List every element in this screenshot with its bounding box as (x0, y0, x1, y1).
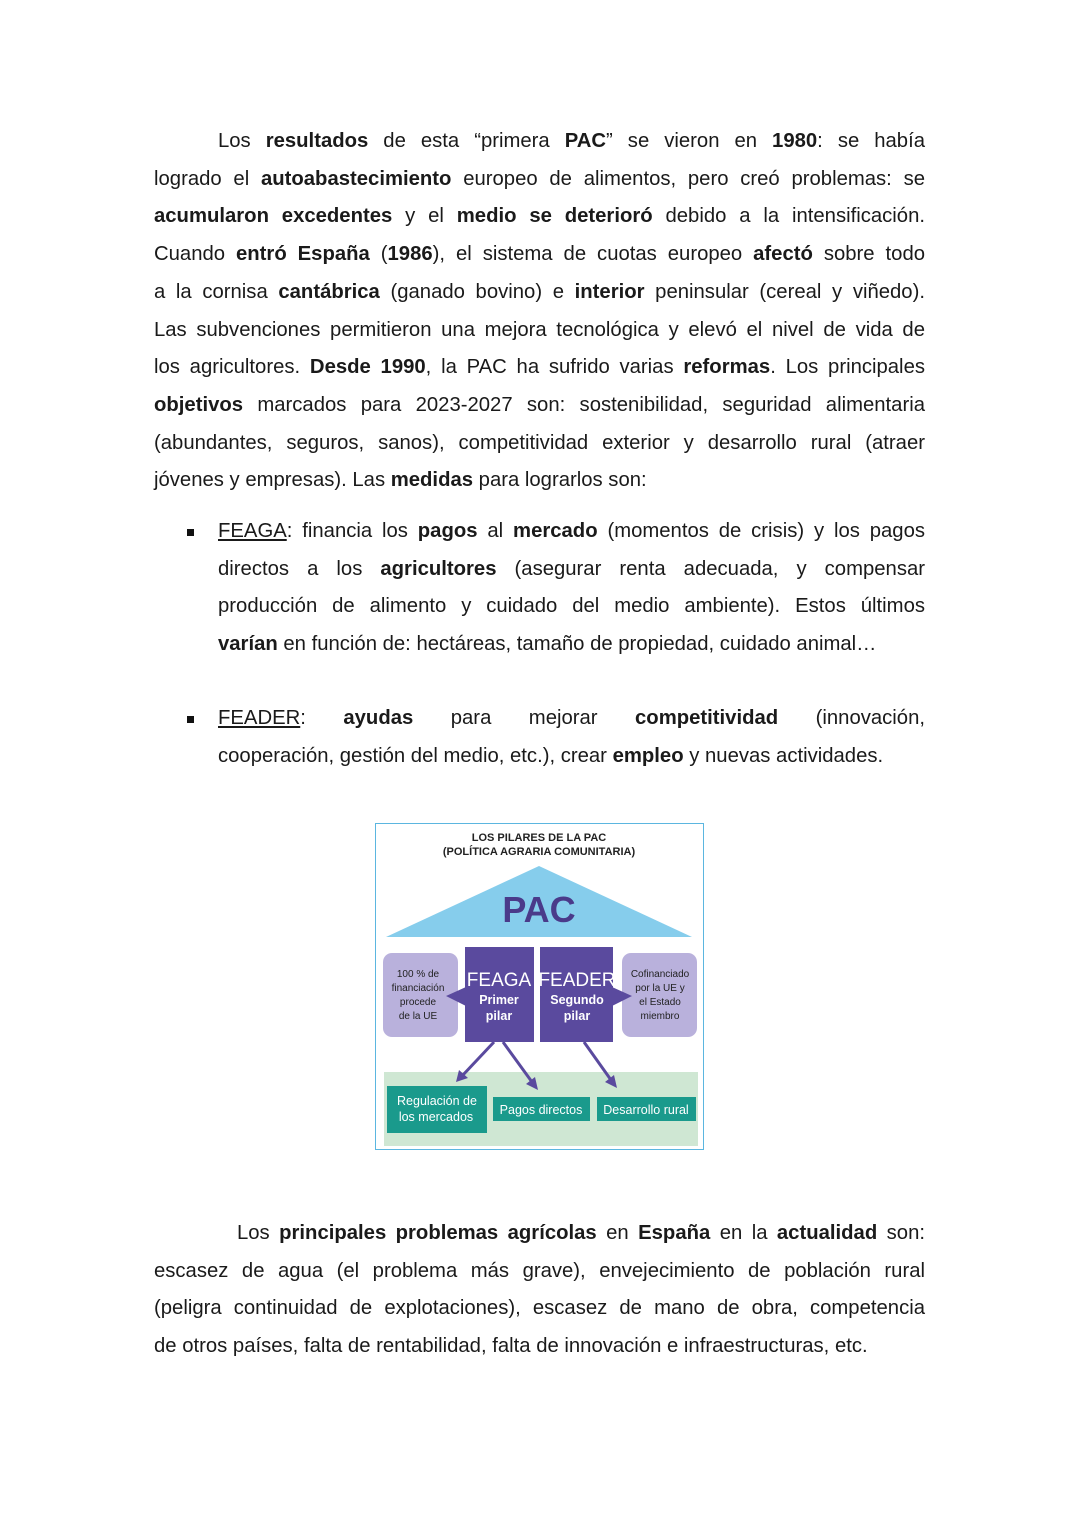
bold-text: acumularon excedentes (154, 205, 393, 228)
text-line (154, 1328, 925, 1366)
bold-text: ayudas (343, 707, 414, 729)
text-segment: para lograrlos son: (473, 469, 647, 492)
bold-text: cantábrica (278, 280, 380, 303)
underlined-term: FEADER (218, 707, 301, 729)
right-note-text: Cofinanciado (630, 969, 690, 980)
right-note-text: miembro (640, 1011, 680, 1022)
left-note-text: de la UE (398, 1011, 438, 1022)
bold-text: 1980 (772, 130, 818, 152)
text-line (154, 1215, 925, 1253)
bold-text: medio se deterioró (456, 205, 653, 228)
bold-text: pagos (417, 520, 478, 542)
bullet-icon (187, 716, 194, 723)
paragraph-pac-results (154, 123, 925, 500)
text-segment: : (300, 707, 344, 729)
text-segment: logrado el (154, 167, 261, 190)
text-line (154, 462, 925, 500)
text-line (218, 513, 925, 551)
left-note-text: 100 % de (396, 969, 440, 980)
bold-text: actualidad (776, 1222, 878, 1244)
text-line (218, 551, 925, 589)
bold-text: competitividad (635, 707, 779, 729)
right-note-text: el Estado (639, 997, 681, 1008)
bold-text: resultados (265, 130, 369, 152)
bold-text: entró España (236, 243, 370, 266)
text-segment: ), el sistema de cuotas europeo (432, 243, 754, 266)
text-segment: . Los principales (770, 356, 925, 379)
text-line (154, 312, 925, 350)
paragraph-current-problems (154, 1215, 925, 1366)
text-segment: sobre todo (812, 243, 925, 266)
text-segment: producción de alimento y cuidado del medio ambiente). Estos últimos (218, 595, 925, 618)
bold-text: mercado (513, 520, 598, 542)
roof-label: PAC (502, 889, 576, 930)
text-segment: jóvenes y empresas). Las (154, 469, 391, 492)
arrow-line (462, 1042, 494, 1076)
pillar-feaga-sub: pilar (485, 1009, 513, 1023)
left-note-text: financiación (391, 983, 445, 994)
text-segment: los agricultores. (154, 356, 310, 379)
text-segment: son: (877, 1222, 925, 1244)
text-segment: : se había (817, 130, 925, 152)
text-line (218, 626, 925, 664)
right-note-box (622, 953, 697, 1037)
text-segment: (abundantes, seguros, sanos), competitividad exterior y desarrollo rural (atraer (154, 431, 925, 454)
text-line (218, 738, 925, 776)
bold-text: interior (574, 280, 645, 303)
bullet-icon (187, 529, 194, 536)
bold-text: España (638, 1222, 711, 1244)
text-line (154, 274, 925, 312)
bold-text: objetivos (154, 393, 244, 416)
bullet-feader (190, 700, 925, 775)
bullet-feaga (190, 513, 925, 664)
text-segment: de otros países, falta de rentabilidad, falta de innovación e infraestructuras, etc. (154, 1335, 868, 1358)
text-line (218, 588, 925, 626)
diagram-subtitle: (POLÍTICA AGRARIA COMUNITARIA) (442, 846, 636, 858)
outcome-label: Pagos directos (499, 1103, 583, 1117)
pac-pillars-diagram (375, 823, 704, 1150)
left-note-text: procede (399, 997, 437, 1008)
text-segment: Los (237, 1222, 280, 1244)
text-segment: y el (392, 205, 457, 228)
text-line (154, 387, 925, 425)
text-line (154, 425, 925, 463)
outcome-label: Regulación de (397, 1094, 477, 1108)
text-segment: para mejorar (413, 707, 636, 729)
bold-text: principales problemas agrícolas (279, 1222, 597, 1244)
text-segment: (peligra continuidad de explotaciones), escasez de mano de obra, competencia (154, 1297, 925, 1320)
text-segment: a la cornisa (154, 280, 279, 303)
text-segment: (momentos de crisis) y los pagos (597, 520, 926, 542)
text-line (218, 700, 925, 738)
right-note-text: por la UE y (635, 983, 685, 994)
pillar-feader-sub: Segundo (550, 993, 604, 1007)
text-segment: ( (369, 243, 388, 266)
text-line (154, 1290, 925, 1328)
bold-text: autoabastecimiento (260, 167, 452, 190)
text-segment: en (596, 1222, 639, 1244)
text-line (154, 1253, 925, 1291)
bold-text: empleo (612, 744, 684, 767)
bold-text: agricultores (380, 557, 497, 580)
text-segment: , la PAC ha sufrido varias (425, 356, 684, 379)
pillar-feaga-sub: Primer (479, 993, 519, 1007)
text-segment: escasez de agua (el problema más grave), envejecimiento de población rural (154, 1259, 925, 1282)
pillar-feaga-name: FEAGA (466, 970, 532, 991)
text-segment: cooperación, gestión del medio, etc.), crear (218, 744, 613, 767)
text-segment: Cuando (154, 243, 236, 266)
bold-text: afectó (753, 243, 813, 266)
left-note-box (383, 953, 458, 1037)
text-segment: en función de: hectáreas, tamaño de propiedad, cuidado animal… (277, 633, 877, 656)
diagram-title: LOS PILARES DE LA PAC (471, 832, 607, 844)
text-segment: europeo de alimentos, pero creó problemas: se (451, 167, 925, 190)
bold-text: Desde 1990 (309, 356, 426, 379)
text-segment: de esta “primera (368, 130, 565, 152)
text-line (154, 198, 925, 236)
text-segment: y nuevas actividades. (683, 744, 884, 767)
text-segment: Las subvenciones permitieron una mejora tecnológica y elevó el nivel de vida de (154, 318, 925, 341)
text-line (154, 236, 925, 274)
text-segment: en la (710, 1222, 777, 1244)
text-segment: debido a la intensificación. (652, 205, 926, 228)
pillar-feader-sub: pilar (563, 1009, 591, 1023)
text-segment: peninsular (cereal y viñedo). (644, 280, 925, 303)
text-segment: marcados para 2023-2027 son: sostenibilidad, seguridad alimentaria (243, 393, 925, 416)
outcome-label: los mercados (398, 1110, 474, 1124)
bold-text: PAC (564, 130, 607, 152)
text-segment: al (477, 520, 514, 542)
text-segment: (innovación, (778, 707, 925, 729)
text-segment: Los (218, 130, 266, 152)
text-segment: directos a los (218, 557, 381, 580)
text-segment: (ganado bovino) e (379, 280, 575, 303)
text-line (154, 161, 925, 199)
outcome-label: Desarrollo rural (603, 1103, 689, 1117)
bold-text: reformas (683, 356, 771, 379)
bold-text: 1986 (387, 243, 433, 266)
text-segment: (asegurar renta adecuada, y compensar (496, 557, 925, 580)
bold-text: medidas (390, 469, 474, 492)
underlined-term: FEAGA (218, 520, 287, 542)
text-line (154, 123, 925, 161)
text-line (154, 349, 925, 387)
pillar-feader-name: FEADER (538, 970, 616, 991)
text-segment: ” se vieron en (606, 130, 773, 152)
text-segment: : financia los (286, 520, 418, 542)
bold-text: varían (218, 633, 278, 656)
